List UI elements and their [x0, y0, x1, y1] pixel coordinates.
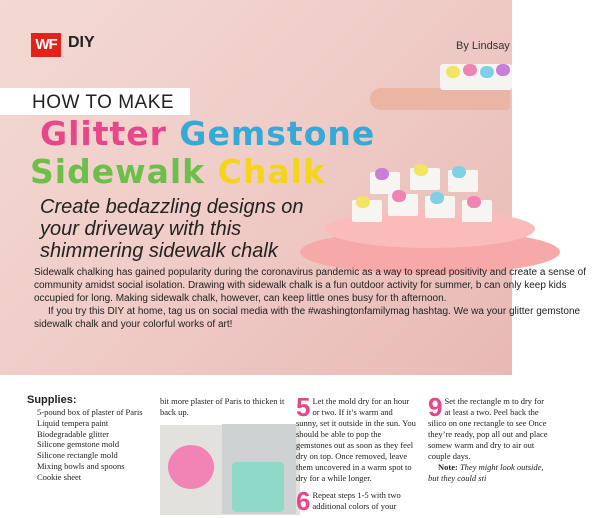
supplies-list	[37, 407, 143, 483]
title-word-chalk: Chalk	[217, 152, 326, 191]
section-label: DIY	[68, 34, 95, 51]
intro-text	[34, 266, 594, 331]
step-9	[428, 392, 548, 462]
title-line-2	[30, 152, 326, 191]
step-text: Set the rectangle m to dry for at least a two. Peel back the silico on one rectangle to see Once they’re ready, pop all out and place somew warm and dry to air out couple days.	[428, 396, 548, 461]
supply-item: 5-pound box of plaster of Paris	[37, 407, 143, 417]
gem-shape	[414, 164, 428, 176]
gem-shape	[480, 66, 494, 78]
step-text: Repeat steps 1-5 with two additional colors of your	[312, 490, 401, 511]
gem-shape	[392, 190, 406, 202]
supplies-heading: Supplies:	[27, 394, 77, 406]
gem-shape	[356, 196, 370, 208]
gem-shape	[463, 64, 477, 76]
title-word-gemstone: Gemstone	[179, 114, 376, 153]
column-3	[296, 392, 416, 518]
gem-shape	[375, 168, 389, 180]
note-text: They might look outside, but they could sti	[428, 462, 544, 483]
step-number: 6	[296, 486, 311, 516]
gem-shape	[496, 64, 510, 76]
supply-item: Mixing bowls and spoons	[37, 460, 125, 471]
subtitle: Create bedazzling designs on your driveway with this shimmering sidewalk chalk	[40, 196, 304, 262]
byline: By Lindsay	[456, 40, 510, 52]
gem-shape	[430, 192, 444, 204]
title-word-sidewalk: Sidewalk	[30, 152, 206, 191]
gem-shape	[452, 166, 466, 178]
intro-paragraph-2: If you try this DIY at home, tag us on social media with the #washingtonfamilymag hashtag. We wa your glitter gemstone sidewalk chalk and your colorful works of art!	[34, 306, 581, 330]
column-2-text: bit more plaster of Paris to thicken it back up.	[160, 396, 285, 417]
supply-item: Liquid tempera paint	[37, 417, 109, 428]
paint-bowl-image	[168, 445, 214, 489]
supply-item: Cookie sheet	[37, 471, 82, 482]
wf-logo: WF	[31, 33, 61, 57]
title-line-1	[40, 114, 375, 153]
step-number: 9	[428, 392, 443, 422]
supply-item: Silicone rectangle mold	[37, 450, 118, 461]
intro-paragraph-1: Sidewalk chalking has gained popularity during the coronavirus pandemic as a way to spread positivity and create a sense of community amidst social isolation. Drawing with sidewalk chalk is a fun outdoor activity for summer, b can only keep kids occupied for long. Making sidewalk chalk, however, can keep little ones busy for th afternoon.	[34, 267, 586, 304]
note	[428, 462, 548, 484]
supply-item: Silicone gemstone mold	[37, 439, 120, 450]
step-5	[296, 392, 416, 484]
how-to-label: HOW TO MAKE	[32, 92, 175, 113]
column-4	[428, 392, 548, 484]
step-number: 5	[296, 392, 311, 422]
gem-shape	[467, 196, 481, 208]
step-6	[296, 486, 416, 516]
hand-image	[370, 88, 510, 110]
supply-item: Biodegradable glitter	[37, 428, 109, 439]
note-label: Note:	[438, 462, 458, 472]
gem-shape	[446, 66, 460, 78]
step-text: Let the mold dry for an hour or two. If it’s warm and sunny, set it outside in the sun. You should be able to pop the gemstones out as soon as they feel dry on top. Once removed, leave them uncovered in a warm spot to dry for a while longer.	[296, 396, 416, 483]
gem-mold-image	[232, 462, 284, 512]
title-word-glitter: Glitter	[40, 114, 167, 153]
